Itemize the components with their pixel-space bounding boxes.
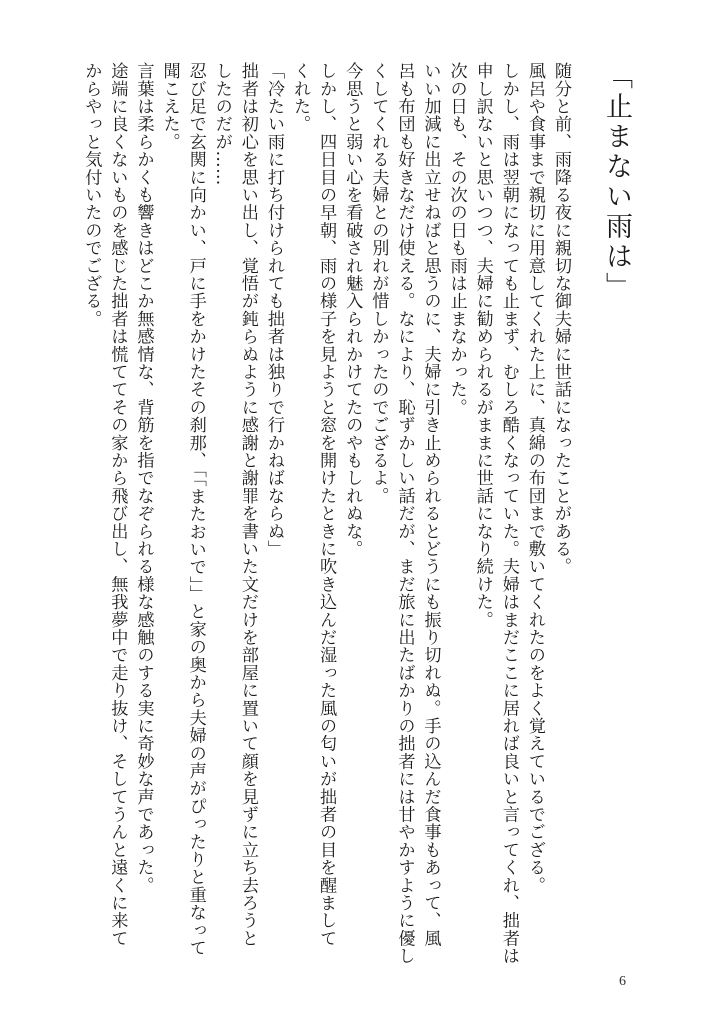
text-line: 拙者は初心を思い出し、覚悟が鈍らぬように感謝と謝罪を書いた文だけを部屋に置いて顔を見ずに立ち去ろうと [237,62,258,947]
text-line: からやっと気付いたのでござる。 [81,62,102,328]
text-line: したのだが…… [211,62,232,186]
text-line: 途端に良くないものを感じた拙者は慌ててその家から飛び出し、無我夢中で走り抜け、そしてうんと遠くに来て [107,62,128,947]
text-line: くしてくれる夫婦との別れが惜しかったのでござるよ。 [368,62,389,505]
chapter-title: 「止まない雨は」 [601,62,632,302]
text-line: 随分と前、雨降る夜に親切な御夫婦に世話になったことがある。 [551,62,571,576]
page-number: 6 [619,974,626,989]
text-line: 風呂や食事まで親切に用意してくれた上に、真綿の布団まで敷いてくれたのをよく覚えているでござる。 [524,62,545,894]
text-line: いい加減に出立せねばと思うのに、夫婦に引き止められるとどうにも振り切れぬ。手の込んだ食事もあって、風 [420,62,441,948]
vertical-text-block [78,62,638,965]
text-line: 聞こえた。 [159,62,180,151]
text-line: 言葉は柔らかくも響きはどこか無感情な、背筋を指でなぞられる様な感触のする実に奇妙な声であった。 [133,62,154,894]
text-line: 「冷たい雨に打ち付けられても拙者は独りで行かねばならぬ」 [263,62,284,558]
text-line: 今思うと弱い心を看破され魅入られかけてたのやもしれぬな。 [342,62,363,558]
text-line: 忍び足で玄関に向かい、戸に手をかけたその刹那、「「またおいで」」と家の奥から夫婦の声がぴったりと重なって [185,62,206,957]
text-line: くれた。 [290,62,311,133]
text-line: 申し訳ないと思いつつ、夫婦に勧められるがままに世話になり続けた。 [472,62,493,629]
text-line: しかし、雨は翌朝になっても止まず、むしろ酷くなっていた。夫婦はまだここに居れば良いと言ってくれ、拙者は [498,62,519,965]
text-line: 次の日も、その次の日も雨は止まなかった。 [446,62,467,416]
text-line: しかし、四日目の早朝、雨の様子を見ようと窓を開けたときに吹き込んだ湿った風の匂いが拙者の目を醒まして [316,62,337,947]
text-line: 呂も布団も好きなだけ使える。なにより、恥ずかしい話だが、まだ旅に出たばかりの拙者には甘やかすように優し [394,62,415,965]
